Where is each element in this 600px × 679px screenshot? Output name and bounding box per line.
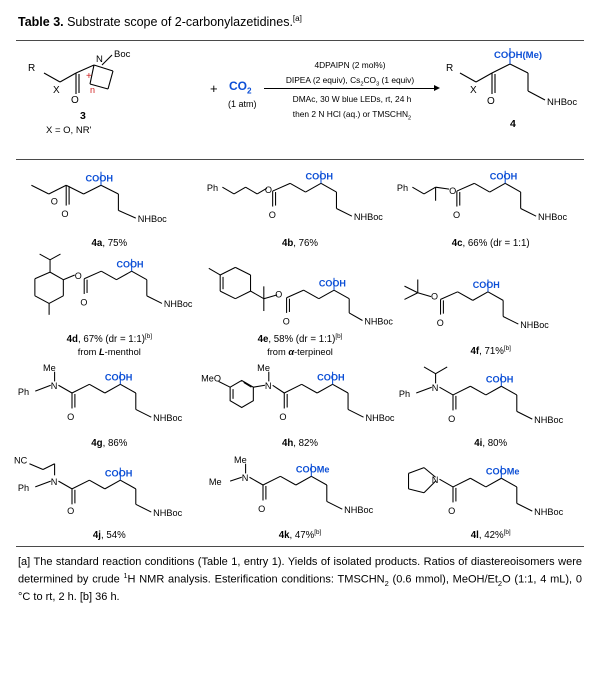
structure-4l [395, 456, 579, 518]
svg-text:NHBoc: NHBoc [163, 299, 193, 310]
svg-text:Me: Me [233, 455, 247, 466]
svg-text:NHBoc: NHBoc [538, 212, 568, 223]
svg-text:NHBoc: NHBoc [547, 97, 578, 109]
product-caption-4f: 4f, 71%[b] [470, 344, 511, 357]
svg-text:Me: Me [256, 363, 270, 374]
structure-4g [14, 364, 198, 422]
product-cell-4a [14, 162, 205, 254]
product-caption-4e: 4e, 58% (dr = 1:1)[b] from α-terpineol [257, 332, 343, 357]
structure-4j [14, 456, 198, 519]
svg-text:O: O [282, 316, 290, 327]
svg-text:O: O [50, 197, 58, 208]
structure-4e [205, 256, 393, 330]
reaction-conditions-bottom: DMAc, 30 W blue LEDs, rt, 24 h then 2 N HCl (aq.) or $TMSCHN_2$ [292, 94, 412, 122]
svg-text:O: O [279, 412, 287, 423]
svg-text:COOH: COOH [490, 171, 518, 182]
svg-text:O: O [448, 506, 456, 517]
svg-text:O: O [274, 290, 282, 301]
svg-text:R: R [28, 63, 36, 75]
svg-text:MeO: MeO [200, 373, 221, 384]
svg-text:O: O [257, 504, 265, 515]
page-title [14, 0, 586, 40]
svg-text:N: N [96, 54, 103, 66]
svg-text:NHBoc: NHBoc [365, 413, 395, 424]
svg-text:NHBoc: NHBoc [534, 415, 564, 426]
product-caption-4a: 4a, 75% [91, 238, 128, 249]
svg-text:COOH: COOH [116, 259, 144, 270]
co2-reagent: $CO_2$ [229, 79, 252, 96]
co2-pressure: (1 atm) [228, 99, 257, 110]
svg-text:COOMe: COOMe [295, 464, 330, 475]
structure-4k [205, 456, 389, 514]
structure-4a [14, 164, 198, 225]
svg-text:N: N [264, 381, 272, 392]
svg-text:X = O, NR': X = O, NR' [46, 125, 92, 137]
product-cell-4l [395, 454, 586, 546]
product-cell-4i [395, 362, 586, 454]
svg-text:N: N [432, 383, 439, 394]
product-cell-4b [205, 162, 396, 254]
svg-text:R: R [446, 63, 454, 75]
product-caption-4h: 4h, 82% [281, 438, 319, 449]
svg-text:NC: NC [14, 456, 28, 467]
svg-text:NHBoc: NHBoc [137, 214, 167, 225]
product-caption-4i: 4i, 80% [474, 438, 508, 449]
structure-4d [14, 256, 194, 330]
product-cell-4e [205, 254, 396, 362]
svg-text:3: 3 [80, 110, 86, 123]
svg-text:COOH: COOH [104, 372, 133, 383]
svg-text:X: X [470, 85, 477, 97]
svg-text:O: O [431, 291, 439, 302]
svg-text:COOH: COOH [85, 173, 114, 184]
svg-text:O: O [80, 297, 88, 308]
svg-text:O: O [264, 185, 272, 196]
structure-4c [395, 164, 579, 222]
product-caption-4d: 4d, 67% (dr = 1:1)[b] from L-menthol [66, 332, 153, 357]
svg-text:Ph: Ph [17, 387, 30, 398]
svg-text:COOH: COOH [318, 278, 346, 289]
svg-text:COOH: COOH [486, 374, 514, 385]
svg-text:N: N [50, 477, 58, 488]
svg-text:O: O [448, 414, 456, 425]
product-cell-4g [14, 362, 205, 454]
structure-4f [395, 270, 575, 344]
product-caption-4b: 4b, 76% [281, 238, 319, 249]
svg-text:COOH(Me): COOH(Me) [494, 50, 543, 62]
product-caption-4g: 4g, 86% [91, 438, 128, 449]
svg-text:NHBoc: NHBoc [153, 508, 183, 519]
svg-text:NHBoc: NHBoc [364, 316, 393, 327]
svg-text:X: X [53, 85, 60, 97]
structure-4h [200, 363, 395, 424]
svg-text:O: O [74, 271, 82, 282]
svg-text:NHBoc: NHBoc [353, 212, 383, 223]
svg-text:O: O [453, 210, 461, 221]
reaction-arrow [264, 88, 436, 89]
svg-text:COOH: COOH [104, 468, 133, 479]
svg-text:Ph: Ph [397, 183, 409, 194]
product-cell-4c [395, 162, 586, 254]
svg-text:COOH: COOH [305, 171, 333, 182]
svg-text:O: O [71, 95, 79, 107]
svg-text:NHBoc: NHBoc [343, 505, 373, 516]
svg-text:N: N [241, 473, 249, 484]
product-caption-4k: 4k, 47%[b] [278, 528, 322, 541]
svg-text:Me: Me [208, 477, 222, 488]
svg-text:Ph: Ph [17, 483, 30, 494]
svg-text:O: O [67, 412, 75, 423]
product-cell-4k [205, 454, 396, 546]
svg-text:O: O [61, 209, 69, 220]
structure-4i [395, 364, 579, 426]
footnote: [a] The standard reaction conditions (Table 1, entry 1). Yields of isolated products. Ratios of diastereoisomers were determined by crude $^1$H NMR analysis. Esterification conditions: $TMSCHN_2$ (0.6 mmol), MeOH/$Et_2O$ (1:1, 4 mL), 0 °C to rt, 2 h. [b] 36 h. [18, 556, 582, 604]
structure-4b [205, 164, 389, 222]
svg-text:n: n [90, 85, 96, 96]
caption-ref: [a] [292, 14, 302, 23]
reaction-scheme [14, 41, 586, 159]
product-cell-4f [395, 254, 586, 362]
caption-text: Substrate scope of 2-carbonylazetidines. [63, 15, 293, 30]
svg-text:O: O [67, 506, 75, 517]
product-caption-4l: 4l, 42%[b] [470, 528, 511, 541]
svg-text:4: 4 [510, 118, 516, 131]
svg-text:NHBoc: NHBoc [520, 320, 550, 331]
svg-text:+: + [86, 71, 92, 83]
plus-sign: + [210, 81, 218, 97]
product-cell-4d [14, 254, 205, 362]
product-caption-4c: 4c, 66% (dr = 1:1) [451, 238, 530, 249]
svg-text:NHBoc: NHBoc [153, 413, 183, 424]
svg-text:O: O [268, 210, 276, 221]
product-caption-4j: 4j, 54% [92, 530, 126, 541]
table-label: Table 3. [18, 15, 64, 30]
svg-text:O: O [449, 186, 457, 197]
svg-text:Ph: Ph [206, 183, 218, 194]
svg-text:COOH: COOH [316, 372, 345, 383]
product-cell-4j [14, 454, 205, 546]
svg-text:N: N [50, 381, 58, 392]
svg-text:NHBoc: NHBoc [534, 507, 564, 518]
svg-text:Boc: Boc [114, 49, 131, 61]
svg-text:O: O [487, 96, 495, 108]
reaction-conditions-top: 4DPAIPN (2 mol%) DIPEA (2 equiv), $Cs_2CO_3$ (1 equiv) [285, 60, 415, 88]
svg-text:COOMe: COOMe [486, 466, 520, 477]
svg-text:Ph: Ph [399, 389, 411, 400]
product-grid [14, 160, 586, 546]
svg-text:Me: Me [42, 363, 56, 374]
product-cell-4h [200, 362, 396, 454]
svg-text:O: O [437, 318, 445, 329]
svg-text:COOH: COOH [473, 280, 501, 291]
svg-text:N: N [432, 475, 439, 486]
